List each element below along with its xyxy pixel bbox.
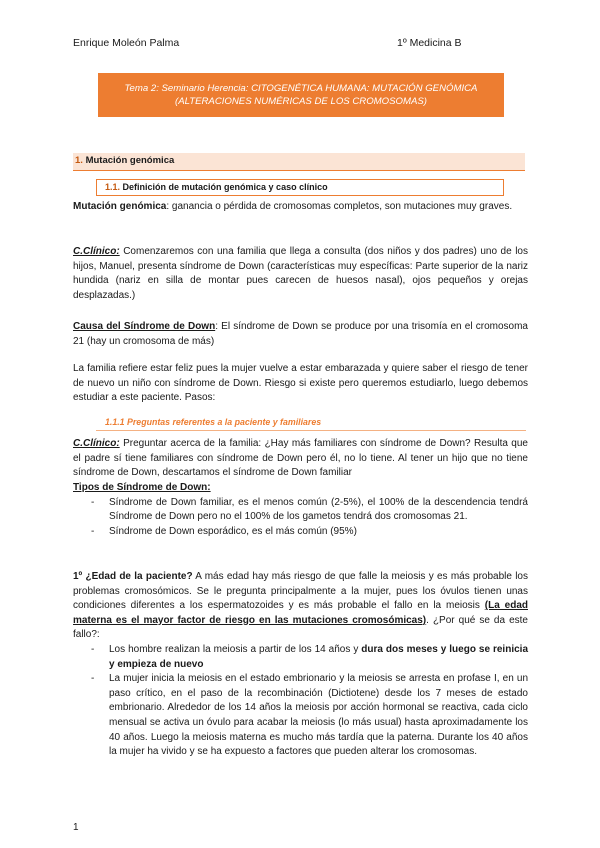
section-1-heading <box>73 153 525 171</box>
dash-bullet: - <box>91 644 95 655</box>
down-type-2: Síndrome de Down esporádico, es el más común (95%) <box>109 525 357 537</box>
meiosis-list <box>73 643 528 760</box>
title-line-1: Tema 2: Seminario Herencia: CITOGENÉTICA HUMANA: MUTACIÓN GENÓMICA <box>124 83 478 94</box>
age-text: A más edad hay más riesgo de que falle la meiosis y es más probable los problemas cromosómicos. Se le pregunta principalmente a la mujer, pues los óvulos tienen unas condiciones diferentes a los espermatozoides y es más probable el fallo en la meiosis <box>73 571 528 612</box>
dash-bullet: - <box>91 673 95 685</box>
down-types-heading: Tipos de Síndrome de Down: <box>73 482 211 493</box>
age-label: 1º ¿Edad de la paciente? <box>73 571 193 582</box>
definition-term: Mutación genómica <box>73 201 167 212</box>
clinical-case-2-label: C.Clínico: <box>73 438 120 449</box>
section-1-1-number: 1.1. <box>105 182 121 192</box>
section-1-text: Mutación genómica <box>85 155 175 166</box>
clinical-case-2-text: Preguntar acerca de la familia: ¿Hay más familiares con síndrome de Down? Resulta que el padre sí tiene familiares con síndrome de Down pero él, no lo tiene. Al tener un hijo que no tiene síndrome de Down, descartamos el síndrome de Down familiar <box>73 438 528 479</box>
section-1-1-text: Definición de mutación genómica y caso clínico <box>122 182 328 192</box>
definition-text: : ganancia o pérdida de cromosomas completos, son mutaciones muy graves. <box>166 201 513 212</box>
clinical-case-1 <box>73 245 528 303</box>
age-emphasis: (La edad materna es el mayor factor de riesgo en las mutaciones cromosómicas) <box>73 600 528 626</box>
down-type-1: Síndrome de Down familiar, es el menos común (2-5%), el 100% de la descendencia tendrá Síndrome de Down pero no el 100% de los gametos tendrá dos cromosomas 21. <box>109 496 528 523</box>
title-banner <box>98 73 504 117</box>
title-line-2: (ALTERACIONES NUMÉRICAS DE LOS CROMOSOMAS) <box>175 96 427 107</box>
family-text: La familia refiere estar feliz pues la mujer vuelve a estar embarazada y quiere saber el riesgo de tener de nuevo un niño con síndrome de Down. Riesgo si existe pero queremos estudiarlo, luego debemos estudiar a este paciente. Pasos: <box>73 363 528 404</box>
definition-paragraph <box>73 200 528 215</box>
section-1-number: 1. <box>75 155 83 166</box>
meiosis-male-text: Los hombre realizan la meiosis a partir de los 14 años y <box>109 644 362 655</box>
meiosis-male-bold: dura dos meses y luego se reinicia y empieza de nuevo <box>109 644 528 670</box>
list-item <box>73 525 528 540</box>
header-author: Enrique Moleón Palma <box>73 37 180 49</box>
section-1-1-1-heading: 1.1.1 Preguntas referentes a la paciente y familiares <box>96 415 526 431</box>
age-after: . ¿Por qué se da este fallo?: <box>73 614 528 641</box>
clinical-case-2 <box>73 437 528 481</box>
down-cause-text: : El síndrome de Down se produce por una trisomía en el cromosoma 21 (hay un cromosoma de más) <box>73 321 528 347</box>
list-item <box>73 672 528 760</box>
age-paragraph <box>73 570 528 643</box>
header-course: 1º Medicina B <box>397 37 462 49</box>
dash-bullet: - <box>91 525 95 537</box>
clinical-case-1-label: C.Clínico: <box>73 246 120 257</box>
down-cause-paragraph <box>73 320 528 349</box>
page-number: 1 <box>73 822 79 833</box>
down-types-block <box>73 481 528 539</box>
down-cause-label: Causa del Síndrome de Down <box>73 321 216 332</box>
list-item <box>73 643 528 672</box>
meiosis-female-text: La mujer inicia la meiosis en el estado embrionario y la meiosis se arresta en profase I, en un paso crítico, en el paso de la recombinación (Dictiotene) desde los 7 meses de estado embrionario. Alrededor de los 14 años la meiosis por acción hormonal se reactiva, cada ciclo mensual se activa un óvulo para acabar la meiosis (lo más usual) hasta aproximadamente los 40 años. Luego la meiosis materna es mucho más tardía que la paterna. Durante los 40 años la mujer ha vivido y se ha expuesto a factores que pueden alterar los cromosomas. <box>109 673 528 758</box>
family-paragraph <box>73 362 528 406</box>
dash-bullet: - <box>91 496 95 508</box>
section-1-1-heading <box>96 179 504 196</box>
list-item <box>73 496 528 525</box>
clinical-case-1-text: Comenzaremos con una familia que llega a consulta (dos niños y dos padres) uno de los hijos, Manuel, presenta síndrome de Down (características muy específicas: Parte superior de la nariz hundida (nariz en silla de montar pues carecen de huesos nasal), ojos pequeños y orejas desplazadas.) <box>73 246 528 301</box>
